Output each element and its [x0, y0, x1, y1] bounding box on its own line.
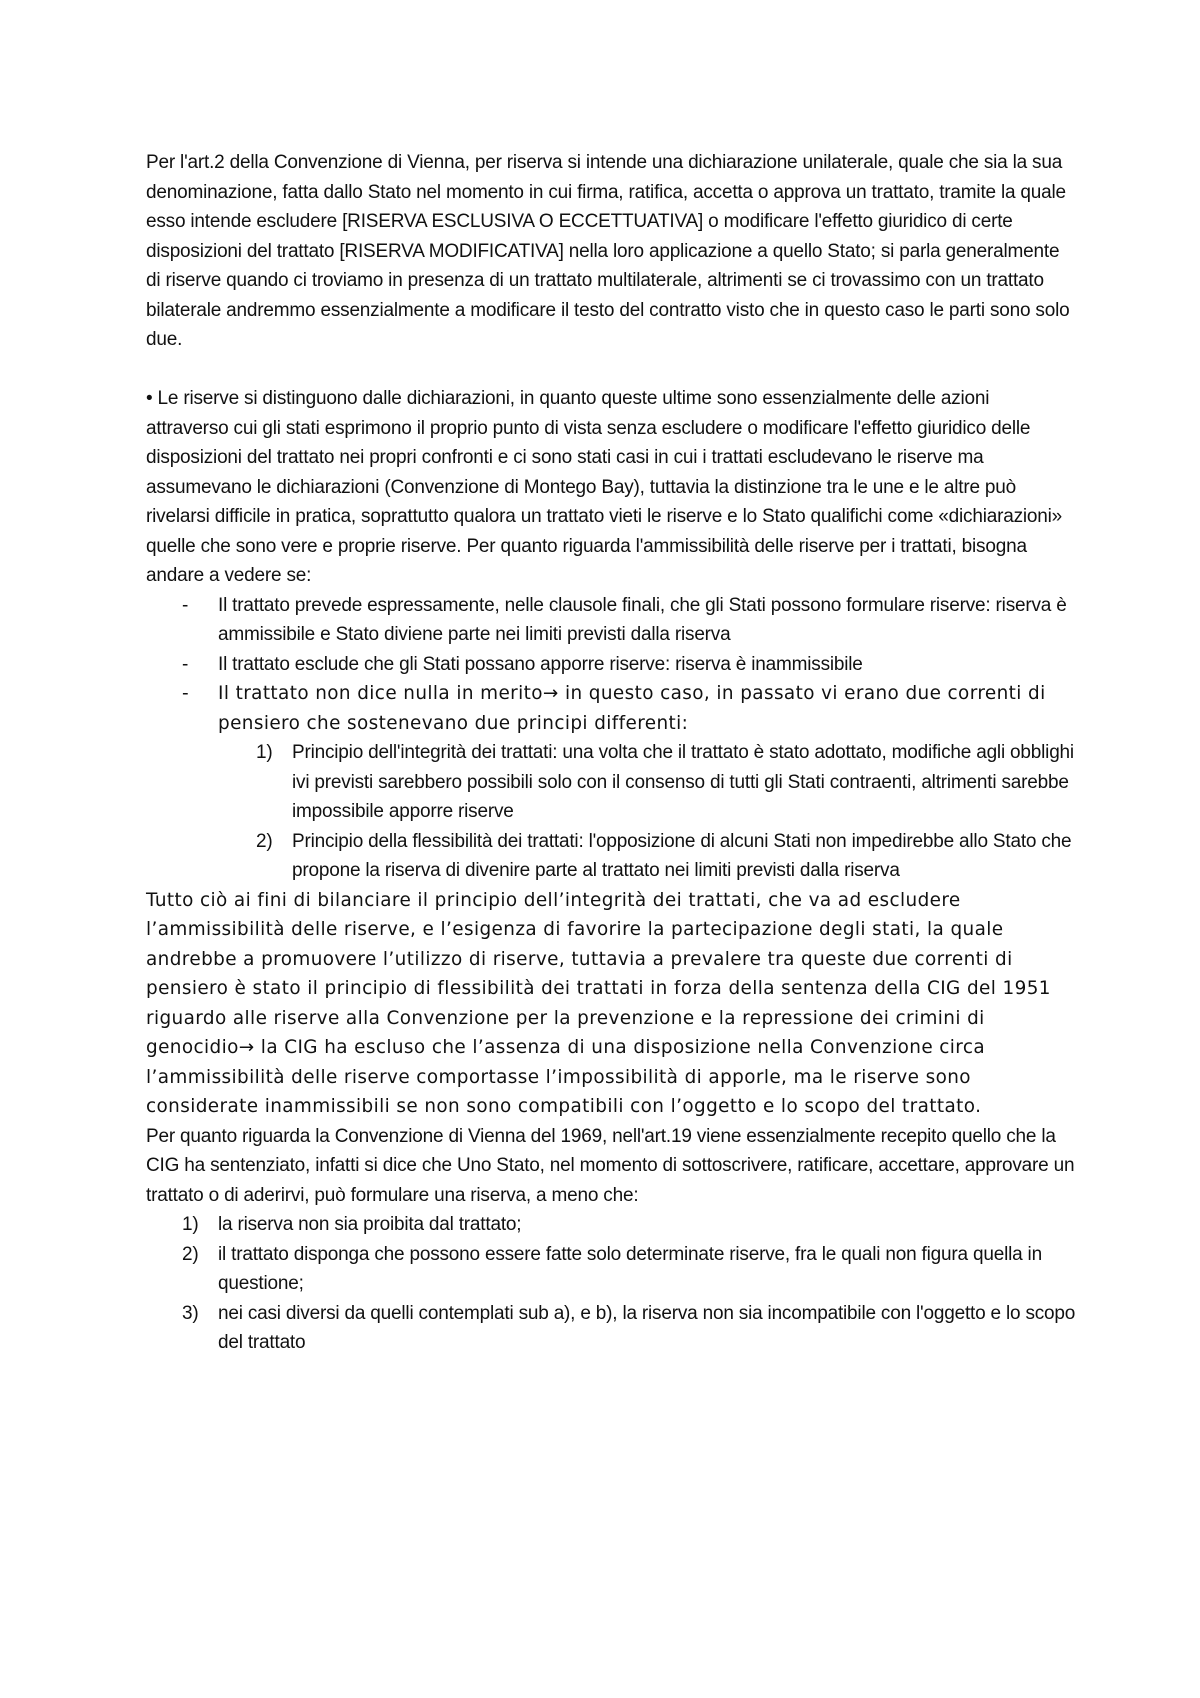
- list-marker: -: [182, 594, 189, 616]
- document-body: [146, 148, 1076, 1358]
- list-item-text: nei casi diversi da quelli contemplati sub a), e b), la riserva non sia incompatibile con l'oggetto e lo scopo del trattato: [218, 1302, 1076, 1353]
- list-item: [146, 679, 1076, 738]
- list-marker: -: [182, 683, 190, 704]
- list-marker: 2): [182, 1243, 199, 1265]
- list-marker: 2): [256, 830, 273, 852]
- list-item-text: Principio dell'integrità dei trattati: una volta che il trattato è stato adottato, modifiche agli obblighi ivi previsti sarebbero possibili solo con il consenso di tutti gli Stati contraenti, altrimenti sarebbe impossibile apporre riserve: [292, 742, 1074, 822]
- list-item: [146, 1240, 1076, 1299]
- paragraph-declarations: • Le riserve si distinguono dalle dichiarazioni, in quanto queste ultime sono essenzialmente delle azioni attraverso cui gli stati esprimono il proprio punto di vista senza escludere o modificare l'effetto giuridico delle disposizioni del trattato nei propri confronti e ci sono stati casi in cui i trattati escludevano le riserve ma assumevano le dichiarazioni (Convenzione di Montego Bay), tuttavia la distinzione tra le une e le altre può rivelarsi difficile in pratica, soprattutto qualora un trattato vieti le riserve e lo Stato qualifichi come «dichiarazioni» quelle che sono vere e proprie riserve. Per quanto riguarda l'ammissibilità delle riserve per i trattati, bisogna andare a vedere se:: [146, 388, 1063, 586]
- list-marker: 1): [256, 742, 273, 763]
- list-marker: 3): [182, 1302, 199, 1324]
- list-marker: -: [182, 653, 189, 675]
- list-item-text: Principio della flessibilità dei trattati: l'opposizione di alcuni Stati non impedirebbe allo Stato che propone la riserva di divenire parte al trattato nei limiti previsti dalla riserva: [292, 830, 1072, 881]
- paragraph-balance: Tutto ciò ai fini di bilanciare il principio dell’integrità dei trattati, che va ad escludere l’ammissibilità delle riserve, e l’esigenza di favorire la partecipazione degli stati, la quale andrebbe a promuovere l’utilizzo di riserve, tuttavia a prevalere tra queste due correnti di pensiero è stato il principio di flessibilità dei trattati in forza della sentenza della CIG del 1951 riguardo alle riserve alla Convenzione per la prevenzione e la repressione dei crimini di genocidio→ la CIG ha escluso che l’assenza di una disposizione nella Convenzione circa l’ammissibilità delle riserve comportasse l’impossibilità di apporle, ma le riserve sono considerate inammissibili se non sono compatibili con l’oggetto e lo scopo del trattato.: [146, 889, 1051, 1117]
- list-item-text: Il trattato non dice nulla in merito→ in questo caso, in passato vi erano due correnti di pensiero che sostenevano due principi differenti:: [218, 683, 1046, 734]
- list-item-text: Il trattato esclude che gli Stati possano apporre riserve: riserva è inammissibile: [218, 653, 863, 675]
- paragraph-vienna-1969: Per quanto riguarda la Convenzione di Vienna del 1969, nell'art.19 viene essenzialmente recepito quello che la CIG ha sentenziato, infatti si dice che Uno Stato, nel momento di sottoscrivere, ratificare, accettare, approvare un trattato o di aderirvi, può formulare una riserva, a meno che:: [146, 1125, 1075, 1206]
- list-item: [146, 1210, 1076, 1240]
- list-item: [146, 827, 1076, 886]
- list-item: [146, 650, 1076, 680]
- list-item: [146, 591, 1076, 650]
- list-marker: 1): [182, 1214, 199, 1235]
- list-item-text: Il trattato prevede espressamente, nelle clausole finali, che gli Stati possono formulare riserve: riserva è ammissibile e Stato diviene parte nei limiti previsti dalla riserva: [218, 594, 1067, 645]
- list-item-text: la riserva non sia proibita dal trattato;: [218, 1214, 522, 1235]
- list-item: [146, 738, 1076, 827]
- paragraph-definition: Per l'art.2 della Convenzione di Vienna, per riserva si intende una dichiarazione unilaterale, quale che sia la sua denominazione, fatta dallo Stato nel momento in cui firma, ratifica, accetta o approva un trattato, tramite la quale esso intende escludere [RISERVA ESCLUSIVA O ECCETTUATIVA] o modificare l'effetto giuridico di certe disposizioni del trattato [RISERVA MODIFICATIVA] nella loro applicazione a quello Stato; si parla generalmente di riserve quando ci troviamo in presenza di un trattato multilaterale, altrimenti se ci trovassimo con un trattato bilaterale andremmo essenzialmente a modificare il testo del contratto visto che in questo caso le parti sono solo due.: [146, 152, 1070, 350]
- list-item: [146, 1299, 1076, 1358]
- list-item-text: il trattato disponga che possono essere fatte solo determinate riserve, fra le quali non figura quella in questione;: [218, 1243, 1042, 1294]
- paragraph-gap: [146, 355, 1076, 385]
